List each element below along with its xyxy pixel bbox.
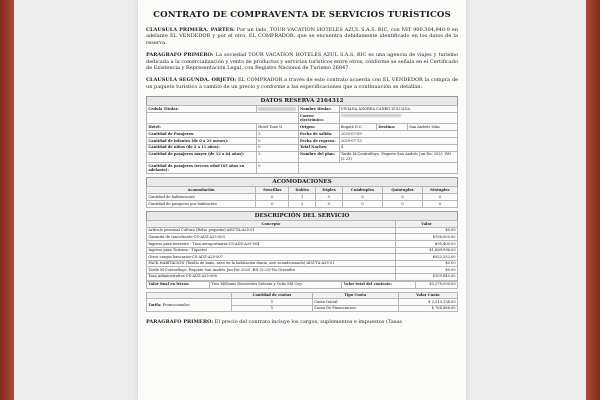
paragraph-first-heading: PARAGRAFO PRIMERO: xyxy=(146,52,214,59)
origin-label: Origen: xyxy=(298,124,339,131)
titular-value: VIVIANA ANDREA CANRO ZULUAGA xyxy=(339,106,457,113)
cedula-label: Cedula Titular: xyxy=(147,106,257,113)
redacted-cedula xyxy=(258,107,296,110)
svc-concept: Otros cargos bancarios-CS-ADZ-A25-007 xyxy=(147,254,396,261)
departure-label: Fecha de salida: xyxy=(298,131,339,138)
clause-second-text: EL COMPRADOR a través de este contrato acuerda con EL VENDEDOR la compra de un paquete turístico a cambio de un precio y conforme a las especificaciones que a continuación se detallan: xyxy=(146,77,458,90)
acc-cell: 0 xyxy=(342,194,383,201)
infants-value: 0 xyxy=(256,137,298,144)
pay-value: $ 2,513,134.00 xyxy=(398,299,457,306)
svc-concept: Ingreso para terrestre - Tasa aeroportuaria-CS-ADZ-A25-004 xyxy=(147,241,396,248)
table-row xyxy=(147,227,458,234)
total-value: $3,278,000.00 xyxy=(415,281,457,288)
svc-value: $109,840.00 xyxy=(396,273,458,280)
nights-value: 4 xyxy=(339,144,457,151)
empty-cell xyxy=(298,162,457,173)
email-label: Correo electrónico: xyxy=(298,113,339,124)
total-label: Valor total del contrato: xyxy=(342,281,415,288)
acc-cell: 0 xyxy=(422,194,457,201)
svc-concept: Tasa Administrativa-CS-ADZ-A25-008 xyxy=(147,273,396,280)
clause-second xyxy=(146,77,458,90)
svc-value: $95,400.00 xyxy=(396,241,458,248)
svc-value: $1,869,996.00 xyxy=(396,247,458,254)
acc-cell: 0 xyxy=(422,201,457,208)
infants-label: Cantidad de infantes (de 0 a 23 meses): xyxy=(147,137,257,144)
acc-row-label: Cantidad de pasajeros por habitación xyxy=(147,201,256,208)
acc-header: Triples xyxy=(315,187,342,194)
table-row xyxy=(147,241,458,248)
clause-first-text: Por un lado, TOUR VACATION HOTELES AZUL S.A.S. BIC, con NIT 900.304.940-9 en adelante EL VENDEDOR y por el otro, EL COMPRADOR, que se encuentra debidamente identificado en los datos de la reserva. xyxy=(146,27,458,46)
table-row xyxy=(147,254,458,261)
letters-label: Valor final en letras: xyxy=(147,281,210,288)
origin-value: Bogotá D.C. xyxy=(339,124,376,131)
return-label: Fecha de regreso: xyxy=(298,137,339,144)
svc-header-value: Valor xyxy=(396,221,458,228)
svc-concept: Ingreso para Turismo - Tiquetes xyxy=(147,247,396,254)
destination-value: San Andrés Islas xyxy=(407,124,457,131)
reservation-title: DATOS RESERVA 2164312 xyxy=(146,96,458,105)
right-border-decoration xyxy=(586,0,600,400)
titular-label: Nombre titular: xyxy=(298,106,339,113)
tariff-label: Tarifa: xyxy=(148,302,162,307)
cedula-value xyxy=(256,106,298,113)
email-value xyxy=(339,113,457,124)
table-row xyxy=(147,299,458,306)
contract-document xyxy=(138,0,466,400)
teens-value: 2 xyxy=(256,151,298,162)
acc-header: Cuádruples xyxy=(342,187,383,194)
tariff-cell xyxy=(147,299,232,312)
pay-count: 1 xyxy=(232,299,313,306)
table-row xyxy=(147,267,458,274)
clause-second-heading: CLAUSULA SEGUNDA. OBJETO: xyxy=(146,77,237,84)
acc-header: Séxtuples xyxy=(422,187,457,194)
departure-value: 2025-07-09 xyxy=(339,131,457,138)
svc-concept: Artículo personal Cultura (Bolso pequeño)-ADZ-TA-A25-01 xyxy=(147,227,396,234)
teens-label: Cantidad de pasajeros mayor (de 12 a 64 años): xyxy=(147,151,257,162)
redacted-email xyxy=(341,114,401,117)
clause-first xyxy=(146,27,458,46)
seniors-value: 0 xyxy=(256,162,298,173)
accommodations-table xyxy=(146,186,458,208)
acc-header: Acomodación xyxy=(147,187,256,194)
paragraph-first xyxy=(146,52,458,71)
svc-value: $0.00 xyxy=(396,260,458,267)
acc-header: Sencillas xyxy=(256,187,289,194)
acc-cell: 0 xyxy=(342,201,383,208)
svc-value: $0.00 xyxy=(396,227,458,234)
acc-cell: 1 xyxy=(289,194,316,201)
table-row xyxy=(147,234,458,241)
table-row xyxy=(147,201,458,208)
reservation-table xyxy=(146,105,458,174)
pay-header: Tipo Cuota xyxy=(312,292,398,299)
paragraph-footer-heading: PARAGRAFO PRIMERO: xyxy=(146,319,214,326)
seniors-label: Cantidad de pasajeros tercera edad (65 años en adelante): xyxy=(147,162,257,173)
kids-value: 0 xyxy=(256,144,298,151)
acc-cell: 0 xyxy=(383,194,422,201)
svc-concept: PACK HABITACIÓN (Tasilla de baño, aseo en la habitación diaria, aire acondicionado)-ADZ-TA-A25-01 xyxy=(147,260,396,267)
svc-header-concept: Concepto xyxy=(147,221,396,228)
acc-cell: 0 xyxy=(315,201,342,208)
payments-table xyxy=(146,292,458,313)
adults-value: 2 xyxy=(256,131,298,138)
acc-header: Quíntuples xyxy=(383,187,422,194)
acc-cell: 0 xyxy=(256,201,289,208)
plan-label: Nombre del plan: xyxy=(298,151,339,162)
acc-cell: 0 xyxy=(256,194,289,201)
plan-value: Tarifa M-Contrafluyo. Paquete San Andrés Jun-Dic 2025 -RN (2-23) xyxy=(339,151,457,162)
pay-type: Cuota De Financiacion xyxy=(312,305,398,312)
kids-label: Cantidad de niños (de 2 a 11 años): xyxy=(147,144,257,151)
totals-table xyxy=(146,281,458,289)
pay-value: $ 764,866.00 xyxy=(398,305,457,312)
pay-type: Cuota Inicial xyxy=(312,299,398,306)
paragraph-first-text: La sociedad TOUR VACATION HOTELES AZUL S.A.S. BIC es una agencia de viajes y turismo dedicada a la comercialización y venta de productos y servicios turísticos entre otros, conforme se señala en el Certificado de Existencia y Representación Legal, con Registro Nacional de Turismo 26847. xyxy=(146,52,459,72)
acc-header: Dobles xyxy=(289,187,316,194)
hotel-label: Hotel: xyxy=(147,124,257,131)
svc-concept: Garantía de cancelación-CS-ADZ-A25-003 xyxy=(147,234,396,241)
table-row xyxy=(147,273,458,280)
table-row xyxy=(147,260,458,267)
table-row xyxy=(147,194,458,201)
destination-label: Destino: xyxy=(377,124,408,131)
pay-header: Cantidad de cuotas xyxy=(232,292,313,299)
document-title: CONTRATO DE COMPRAVENTA DE SERVICIOS TURÍSTICOS xyxy=(153,10,451,20)
table-row xyxy=(147,247,458,254)
acc-cell: 2 xyxy=(289,201,316,208)
tariff-value: Promocionales xyxy=(162,302,190,307)
paragraph-footer xyxy=(146,319,458,325)
hotel-value: Hotel Tone II xyxy=(256,124,298,131)
services-title: DESCRIPCIÓN DEL SERVICIO xyxy=(146,211,458,220)
acc-row-label: Cantidad de habitaciones xyxy=(147,194,256,201)
paragraph-footer-text: El precio del contrato incluye los cargos, suplementos e impuestos (Tasas xyxy=(213,319,402,326)
pay-header xyxy=(147,292,232,299)
pay-count: 1 xyxy=(232,305,313,312)
letters-value: Tres Millones Doscientos Setenta y Ocho Mil Cop xyxy=(209,281,342,288)
svc-value: $198,000.00 xyxy=(396,234,458,241)
svc-value: $0.00 xyxy=(396,267,458,274)
return-value: 2025-07-13 xyxy=(339,137,457,144)
left-border-decoration xyxy=(0,0,14,400)
accommodations-title: ACOMODACIONES xyxy=(146,177,458,186)
empty-cell xyxy=(147,113,299,124)
adults-label: Cantidad de Pasajeros: xyxy=(147,131,257,138)
clause-first-heading: CLAUSULA PRIMERA. PARTES: xyxy=(146,27,235,33)
services-table xyxy=(146,220,458,280)
svc-concept: Tarifa M-Contrafluyo. Paquete San Andrés Jun-Dic 2025 -RN (2-23)-No Gravados xyxy=(147,267,396,274)
pay-header: Valor Cuota xyxy=(398,292,457,299)
acc-cell: 0 xyxy=(383,201,422,208)
nights-label: Total Noches: xyxy=(298,144,339,151)
acc-cell: 0 xyxy=(315,194,342,201)
svc-value: $922,252.00 xyxy=(396,254,458,261)
